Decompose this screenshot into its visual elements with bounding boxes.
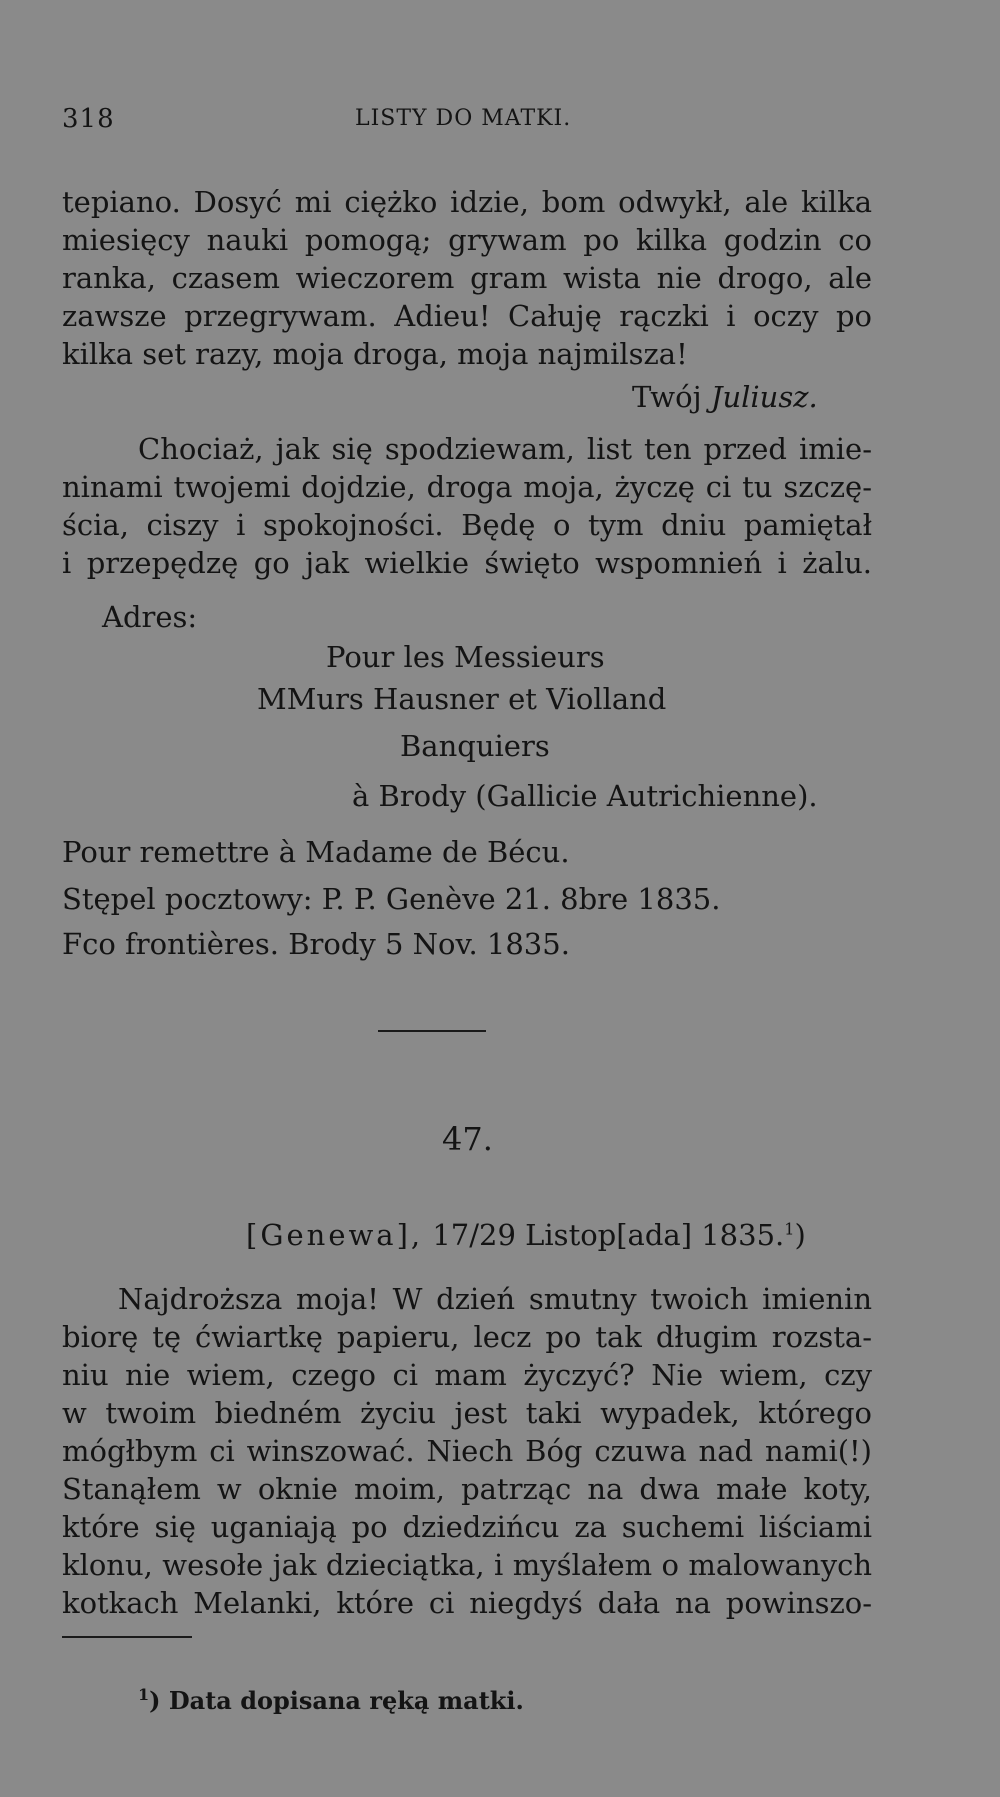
address-line: MMurs Hausner et Violland [257,682,667,716]
signature-name: Juliusz. [710,380,818,414]
address-line: Pour les Messieurs [326,640,605,674]
signature [632,378,818,416]
footnote-ref: 1 [784,1219,795,1239]
text-line: Chociaż, jak się spodziewam, list ten przed imie- [138,432,872,466]
postal-stamp: Stępel pocztowy: P. P. Genève 21. 8bre 1835. [62,882,721,916]
text-line: klonu, wesołe jak dzieciątka, i myślałem o malowanych [62,1548,872,1582]
text-line: miesięcy nauki pomogą; grywam po kilka godzin co [62,223,872,257]
address-label: Adres: [102,600,198,634]
signature-prefix: Twój [632,380,702,414]
text-line: Stanąłem w oknie moim, patrząc na dwa małe koty, [62,1472,872,1506]
text-line: Najdroższa moja! W dzień smutny twoich imienin [118,1282,872,1316]
letter-place: [Genewa], [246,1218,424,1252]
letter-date: 17/29 Listop[ada] 1835. [432,1218,785,1252]
text-line: ścia, ciszy i spokojności. Będę o tym dniu pamiętał [62,508,872,542]
footnote-rule [62,1636,192,1638]
text-line: w twoim biedném życiu jest taki wypadek, którego [62,1396,872,1430]
address-line: à Brody (Gallicie Autrichienne). [352,779,818,813]
text-line: kilka set razy, moja droga, moja najmilsza! [62,337,688,371]
letter-dateline [246,1216,806,1254]
date-close: ) [794,1218,806,1252]
footnote-marker: 1 [138,1685,150,1704]
text-line: i przepędzę go jak wielkie święto wspomnień i żalu. [62,546,872,580]
text-line: tepiano. Dosyć mi ciężko idzie, bom odwykł, ale kilka [62,185,872,219]
footnote [138,1685,524,1717]
running-title: LISTY DO MATKI. [355,106,572,131]
franco-note: Fco frontières. Brody 5 Nov. 1835. [62,927,570,961]
letter-number: 47. [442,1120,493,1158]
text-line: zawsze przegrywam. Adieu! Całuję rączki i oczy po [62,299,872,333]
address-line: Banquiers [400,729,550,763]
text-line: ninami twojemi dojdzie, droga moja, życzę ci tu szczę- [62,470,872,504]
footnote-text: ) Data dopisana ręką matki. [149,1686,524,1715]
text-line: które się uganiają po dziedzińcu za suchemi liściami [62,1510,872,1544]
separator-rule [378,1030,486,1032]
page-number: 318 [62,104,115,134]
text-line: ranka, czasem wieczorem gram wista nie drogo, ale [62,261,872,295]
text-line: niu nie wiem, czego ci mam życzyć? Nie wiem, czy [62,1358,872,1392]
address-remettre: Pour remettre à Madame de Bécu. [62,835,570,869]
text-line: biorę tę ćwiartkę papieru, lecz po tak długim rozsta- [62,1320,872,1354]
text-line: kotkach Melanki, które ci niegdyś dała na powinszo- [62,1586,872,1620]
text-line: mógłbym ci winszować. Niech Bóg czuwa nad nami(!) [62,1434,872,1468]
